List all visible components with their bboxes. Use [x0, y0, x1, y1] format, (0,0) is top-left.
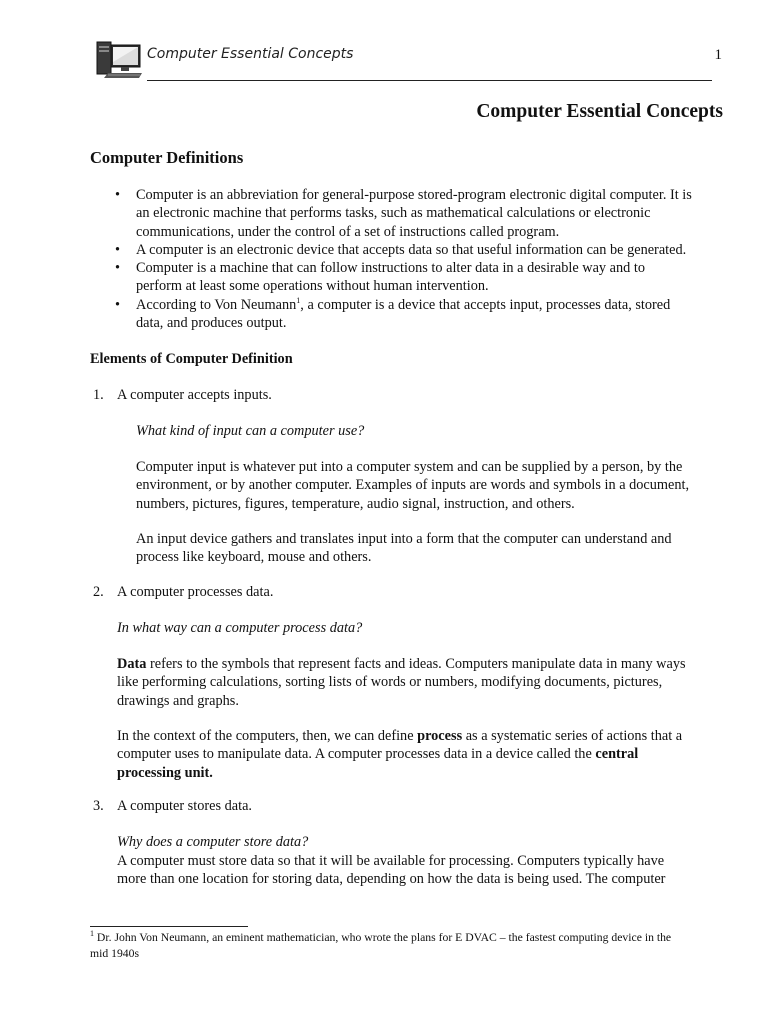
footnote-reference[interactable]: 1	[296, 296, 301, 306]
definition-list	[115, 186, 725, 332]
list-item: • Computer is an abbreviation for general-purpose stored-program electronic digital computer. It is an electronic machine that performs tasks, such as mathematical calculations or electronic communications, under the control of a set of instructions called program.	[115, 187, 692, 240]
document-title: Computer Essential Concepts	[476, 101, 723, 122]
item-number: 1.	[93, 387, 104, 403]
item-heading: A computer stores data.	[117, 798, 252, 814]
bullet-icon: •	[115, 260, 121, 277]
paragraph: In the context of the computers, then, we can define process as a systematic series of actions that a computer uses to manipulate data. A computer processes data in a device called the central processing unit.	[117, 728, 683, 781]
paragraph: An input device gathers and translates input into a form that the computer can understand and process like keyboard, mouse and others.	[136, 531, 672, 566]
item-heading: A computer accepts inputs.	[117, 387, 272, 403]
item-question: Why does a computer store data?	[117, 834, 309, 850]
item-question: What kind of input can a computer use?	[136, 423, 365, 439]
paragraph: Data refers to the symbols that represent facts and ideas. Computers manipulate data in many ways like performing calculations, sorting lists of words or numbers, modifying documents, pictures, drawings and graphs.	[117, 656, 686, 709]
list-item: • Computer is a machine that can follow instructions to alter data in a desirable way and to perform at least some operations without human intervention.	[115, 260, 645, 295]
list-item: • A computer is an electronic device that accepts data so that useful information can be generated.	[115, 241, 687, 258]
paragraph: A computer must store data so that it will be available for processing. Computers typically have more than one location for storing data, depending on how the data is being used. The computer	[117, 853, 666, 888]
item-question: In what way can a computer process data?	[117, 620, 363, 636]
page-number: 1	[714, 47, 722, 63]
footnote-divider	[90, 926, 248, 927]
item-number: 3.	[93, 798, 104, 814]
paragraph: Computer input is whatever put into a computer system and can be supplied by a person, by the environment, or by another computer. Examples of inputs are words and symbols in a document, numbers, pictures, figures, temperature, audio signal, instruction, and others.	[136, 459, 690, 512]
item-number: 2.	[93, 584, 104, 600]
sub-heading: Elements of Computer Definition	[90, 351, 293, 367]
bullet-icon: •	[115, 187, 121, 203]
footnote: $^1$ Dr. John Von Neumann, an eminent mathematician, who wrote the plans for E DVAC – the fastest computing device in the mid 1940s	[90, 929, 672, 960]
section-heading: Computer Definitions	[90, 148, 244, 167]
list-item: • According to Von Neumann$^1$, a computer is a device that accepts input, processes data, stored data, and produces output.	[115, 296, 671, 332]
bullet-icon: •	[115, 296, 121, 313]
computer-icon	[94, 40, 144, 80]
bullet-icon: •	[115, 241, 121, 258]
header-title: Computer Essential Concepts	[147, 46, 354, 62]
header-divider	[147, 80, 712, 81]
item-heading: A computer processes data.	[117, 584, 274, 600]
